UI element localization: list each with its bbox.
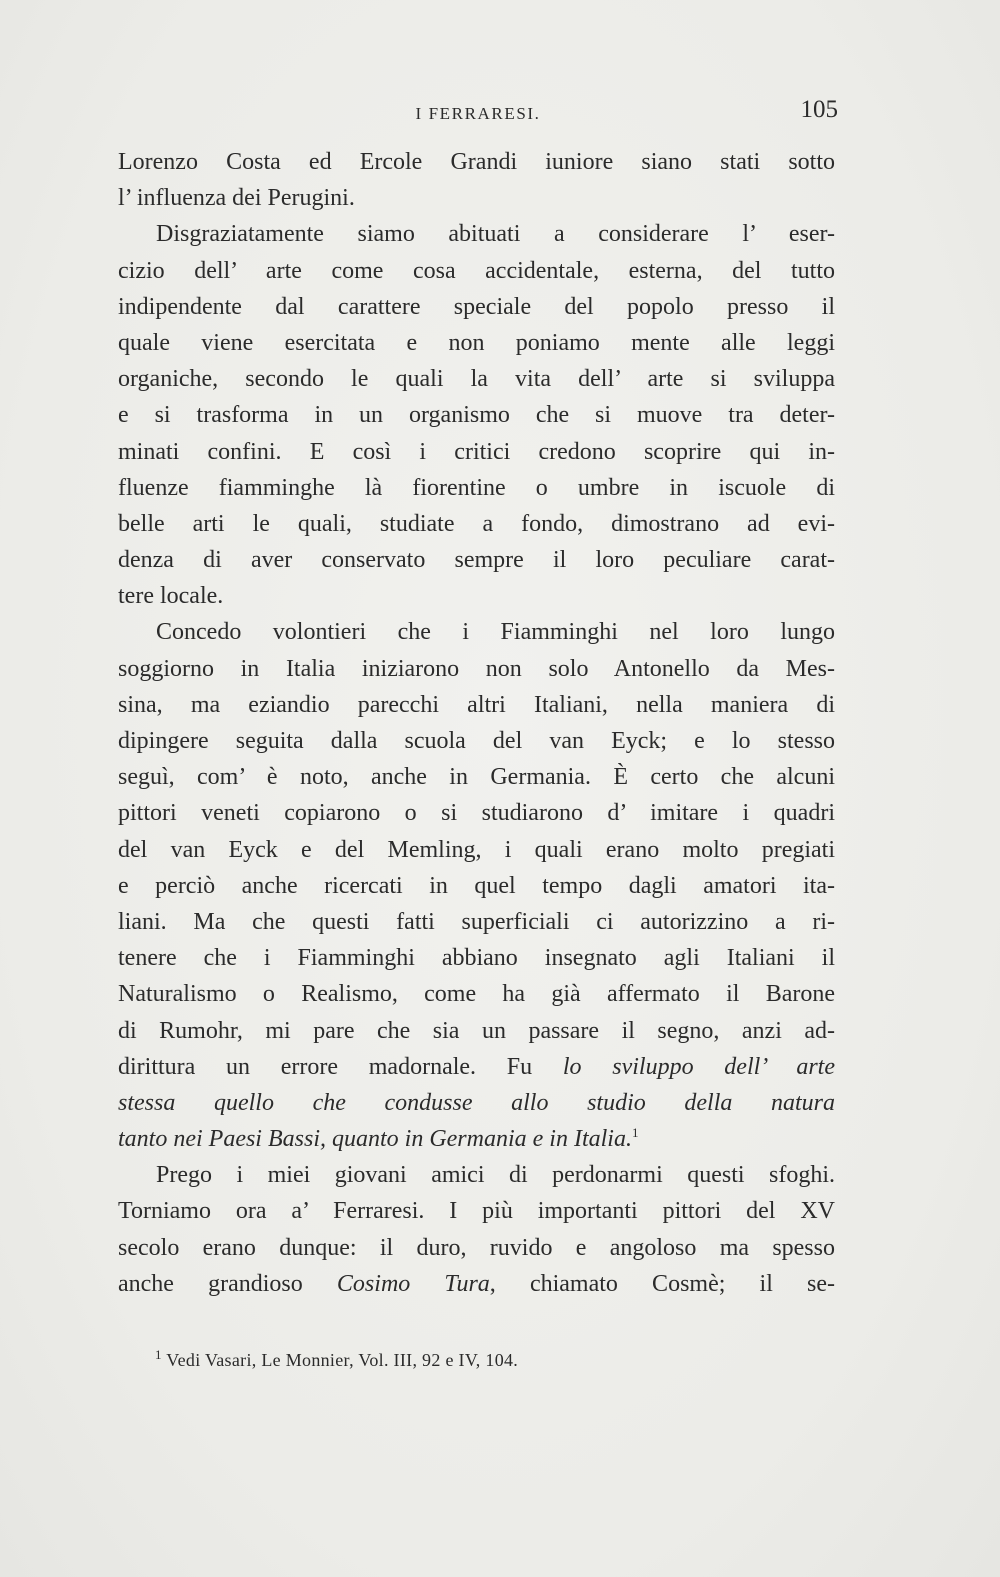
text-line: e si trasforma in un organismo che si muove tra deter- <box>118 402 835 429</box>
footnote-ref: 1 <box>631 1125 639 1141</box>
body-text <box>118 144 835 1302</box>
text-line: soggiorno in Italia iniziarono non solo Antonello da Mes- <box>118 655 835 682</box>
text-line: di Rumohr, mi pare che sia un passare il segno, anzi ad- <box>118 1017 835 1044</box>
italic-run: tanto nei Paesi Bassi, quanto in Germania e in Italia. <box>118 1126 632 1153</box>
text-run: , chiamato Cosmè; il se- <box>489 1270 836 1297</box>
text-line: Lorenzo Costa ed Ercole Grandi iuniore siano stati sotto <box>118 149 835 175</box>
text-line: denza di aver conservato sempre il loro peculiare carat- <box>118 547 835 574</box>
text-line: Concedo volontieri che i Fiamminghi nel loro lungo <box>156 619 835 646</box>
text-line <box>118 1266 835 1302</box>
text-line <box>118 1049 835 1085</box>
text-line: fluenze fiamminghe là fiorentine o umbre in iscuole di <box>118 474 835 501</box>
text-line: tere locale. <box>118 583 224 610</box>
text-line <box>118 1085 835 1121</box>
text-line: dipingere seguita dalla scuola del van Eyck; e lo stesso <box>118 728 835 754</box>
text-run: dirittura un errore madornale. Fu <box>118 1053 533 1080</box>
text-line: quale viene esercitata e non poniamo mente alle leggi <box>118 329 835 356</box>
text-line: tenere che i Fiamminghi abbiano insegnato agli Italiani il <box>118 945 835 972</box>
text-line: cizio dell’ arte come cosa accidentale, esterna, del tutto <box>118 257 835 284</box>
footnote-text: Vedi Vasari, Le Monnier, Vol. III, 92 e IV, 104. <box>166 1350 519 1370</box>
text-line: belle arti le quali, studiate a fondo, dimostrano ad evi- <box>118 510 835 537</box>
text-line: pittori veneti copiarono o si studiarono d’ imitare i quadri <box>118 800 835 827</box>
text-line: e perciò anche ricercati in quel tempo dagli amatori ita- <box>118 872 835 899</box>
text-line: indipendente dal carattere speciale del popolo presso il <box>118 293 835 320</box>
italic-run: lo sviluppo dell’ arte <box>562 1053 836 1080</box>
text-line: Torniamo ora a’ Ferraresi. I più importanti pittori del XV <box>118 1198 835 1225</box>
text-line: Prego i miei giovani amici di perdonarmi questi sfoghi. <box>156 1162 835 1189</box>
text-run: anche grandioso <box>118 1270 303 1297</box>
text-line <box>118 1121 835 1157</box>
page-number: 105 <box>800 96 838 123</box>
page-header <box>118 96 838 136</box>
text-line: Naturalismo o Realismo, come ha già affermato il Barone <box>118 981 835 1008</box>
text-line: minati confini. E così i critici credono scoprire qui in- <box>118 438 835 465</box>
text-line: l’ influenza dei Perugini. <box>118 185 355 212</box>
text-line: organiche, secondo le quali la vita dell’ arte si sviluppa <box>118 366 835 393</box>
text-line: Disgraziatamente siamo abituati a considerare l’ eser- <box>156 221 835 248</box>
text-line: del van Eyck e del Memling, i quali erano molto pregiati <box>118 836 835 863</box>
italic-run: Cosimo Tura <box>336 1270 490 1297</box>
italic-run: stessa quello che condusse allo studio della natura <box>118 1089 835 1116</box>
text-line: secolo erano dunque: il duro, ruvido e angoloso ma spesso <box>118 1234 835 1261</box>
text-line: sina, ma eziandio parecchi altri Italiani, nella maniera di <box>118 691 835 718</box>
footnote <box>155 1347 519 1371</box>
text-line: liani. Ma che questi fatti superficiali ci autorizzino a ri- <box>118 908 835 935</box>
text-line: seguì, com’ è noto, anche in Germania. È certo che alcuni <box>118 764 835 791</box>
footnote-marker: 1 <box>155 1347 162 1362</box>
running-title: I FERRARESI. <box>415 104 541 123</box>
